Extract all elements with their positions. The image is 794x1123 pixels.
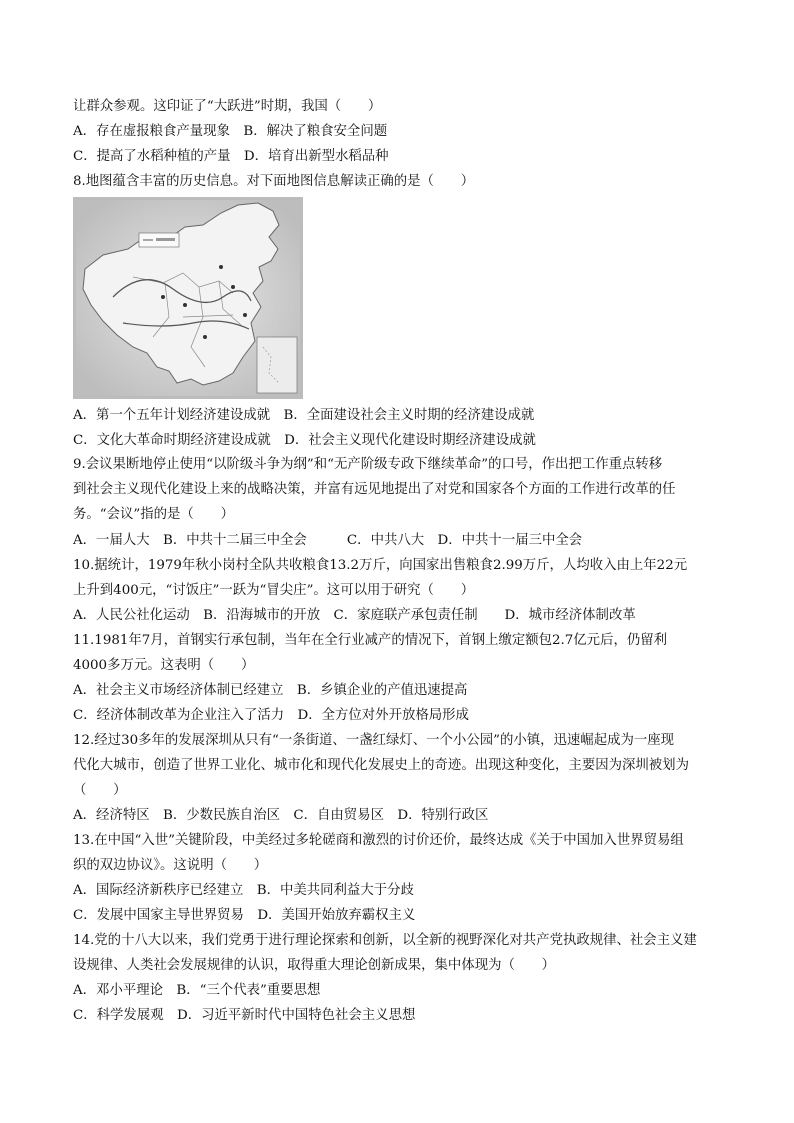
- q9-stem-line1: 9.会议果断地停止使用“以阶级斗争为纲”和“无产阶级专政下继续革命”的口号，作出把工作重点转移: [73, 457, 663, 472]
- q14-options-ab: A．邓小平理论 B．“三个代表”重要思想: [73, 983, 321, 998]
- q8-stem: 8.地图蕴含丰富的历史信息。对下面地图信息解读正确的是（ ）: [73, 174, 475, 189]
- q11-options-cd: C．经济体制改革为企业注入了活力 D．全方位对外开放格局形成: [73, 708, 469, 723]
- q7-options-ab: A．存在虚报粮食产量现象 B．解决了粮食安全问题: [73, 124, 388, 139]
- q12-options: A．经济特区 B．少数民族自治区 C．自由贸易区 D．特别行政区: [73, 808, 489, 823]
- q13-stem-line1: 13.在中国“入世”关键阶段，中美经过多轮磋商和激烈的讨价还价，最终达成《关于中国加入世界贸易组: [73, 833, 684, 848]
- q14-stem-line1: 14.党的十八大以来，我们党勇于进行理论探索和创新，以全新的视野深化对共产党执政规律、社会主义建: [73, 933, 697, 948]
- q13-options-cd: C．发展中国家主导世界贸易 D．美国开始放弃霸权主义: [73, 908, 416, 923]
- q9-options: A．一届人大 B．中共十二届三中全会 C．中共八大 D．中共十一届三中全会: [73, 533, 583, 548]
- q10-stem-line1: 10.据统计，1979年秋小岗村全队共收粮食13.2万斤，向国家出售粮食2.99万斤，人均收入由上年22元: [73, 558, 688, 573]
- q8-options-cd: C．文化大革命时期经济建设成就 D．社会主义现代化建设时期经济建设成就: [73, 433, 536, 448]
- q12-stem-line3: （ ）: [73, 783, 127, 798]
- q10-stem-line2: 上升到400元，“讨饭庄”一跃为“冒尖庄”。这可以用于研究（ ）: [73, 583, 475, 598]
- q12-stem-line1: 12.经过30多年的发展深圳从只有“一条街道、一盏红绿灯、一个小公园”的小镇，迅速崛起成为一座现: [73, 733, 675, 748]
- q9-stem-line3: 务。“会议”指的是（ ）: [73, 507, 234, 522]
- q11-stem-line1: 11.1981年7月，首钢实行承包制，当年在全行业减产的情况下，首钢上缴定额包2.7亿元后，仍留利: [73, 633, 668, 648]
- q7-options-cd: C．提高了水稻种植的产量 D．培育出新型水稻品种: [73, 149, 389, 164]
- q10-options: A．人民公社化运动 B．沿海城市的开放 C．家庭联产承包责任制 D．城市经济体制改革: [73, 608, 636, 623]
- q12-stem-line2: 代化大城市，创造了世界工业化、城市化和现代化发展史上的奇迹。出现这种变化，主要因为深圳被划为: [73, 758, 689, 773]
- q13-stem-line2: 织的双边协议》。这说明（ ）: [73, 858, 268, 873]
- q7-stem-tail: 让群众参观。这印证了“大跃进”时期，我国（ ）: [73, 99, 382, 114]
- q14-options-cd: C．科学发展观 D．习近平新时代中国特色社会主义思想: [73, 1008, 416, 1023]
- q13-options-ab: A．国际经济新秩序已经建立 B．中美共同利益大于分歧: [73, 883, 414, 898]
- q11-stem-line2: 4000多万元。这表明（ ）: [73, 658, 255, 673]
- q14-stem-line2: 设规律、人类社会发展规律的认识，取得重大理论创新成果，集中体现为（ ）: [73, 958, 556, 973]
- q8-options-ab: A．第一个五年计划经济建设成就 B．全面建设社会主义时期的经济建设成就: [73, 408, 535, 423]
- china-map-image: [73, 197, 303, 399]
- q11-options-ab: A．社会主义市场经济体制已经建立 B．乡镇企业的产值迅速提高: [73, 683, 468, 698]
- q9-stem-line2: 到社会主义现代化建设上来的战略决策，并富有远见地提出了对党和国家各个方面的工作进行改革的任: [73, 482, 676, 497]
